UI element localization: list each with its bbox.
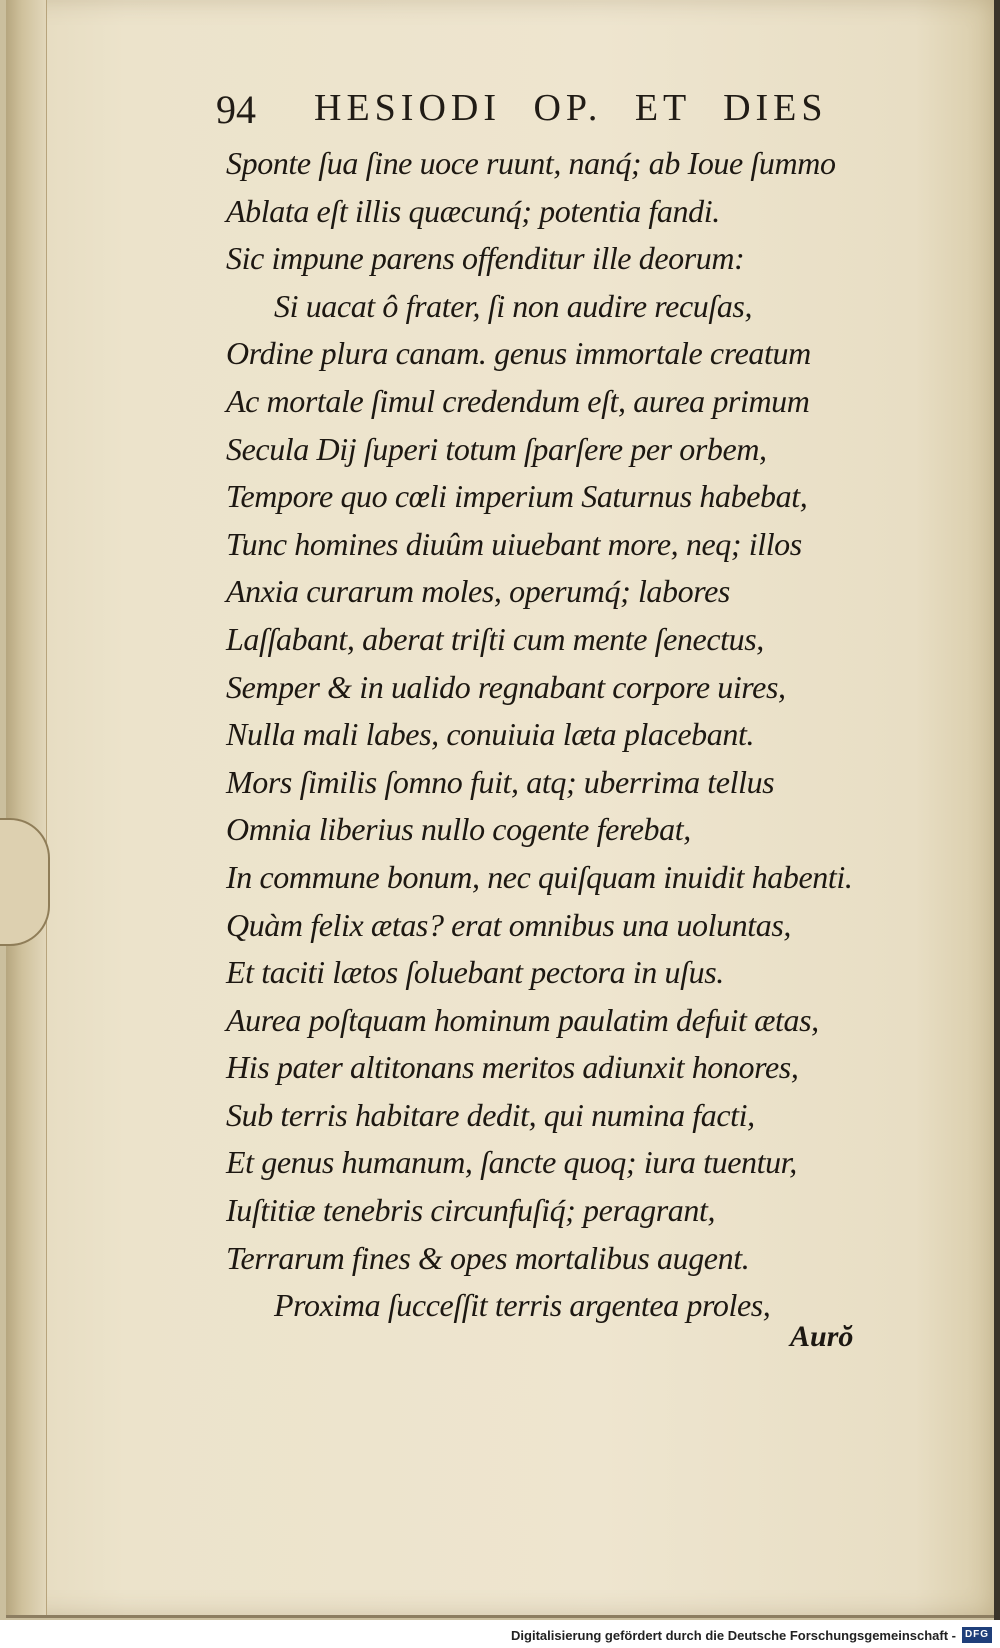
catchword: Aurŏ [790, 1320, 854, 1353]
verse-line: Nulla mali labes, conuiuia læta placebant. [226, 716, 755, 753]
verse-line: Tempore quo cœli imperium Saturnus habebat, [226, 478, 808, 515]
verse-line: Et genus humanum, ſancte quoq; iura tuentur, [226, 1144, 797, 1181]
footer-credit: Digitalisierung gefördert durch die Deutsche Forschungsgemeinschaft - [511, 1628, 956, 1643]
verse-line: Quàm felix ætas? erat omnibus una uoluntas, [226, 906, 792, 943]
verse-line: Ac mortale ſimul credendum eſt, aurea primum [226, 382, 810, 419]
verse-line: Proxima ſucceſſit terris argentea proles, [274, 1287, 771, 1324]
verse-line: Ordine plura canam. genus immortale creatum [226, 335, 811, 372]
verse-text [226, 140, 866, 1330]
verse-line: Aurea poſtquam hominum paulatim defuit ætas, [226, 1001, 819, 1038]
verse-line: Si uacat ô frater, ſi non audire recuſas, [274, 287, 753, 324]
verse-line: Mors ſimilis ſomno fuit, atq; uberrima tellus [226, 763, 775, 800]
verse-line: Omnia liberius nullo cogente ferebat, [226, 811, 691, 848]
scan-edge [994, 0, 1000, 1620]
verse-line: Sponte ſua ſine uoce ruunt, nanq́; ab Ioue ſummo [226, 145, 836, 181]
verse-line: Et taciti lætos ſoluebant pectora in uſus. [226, 954, 724, 991]
facing-page-bleed-through [880, 80, 992, 1320]
verse-line: Terrarum fines & opes mortalibus augent. [226, 1239, 750, 1276]
verse-line: Sub terris habitare dedit, qui numina facti, [226, 1096, 755, 1133]
dfg-logo: DFG [962, 1627, 992, 1643]
verse-line: Laſſabant, aberat triſti cum mente ſenectus, [226, 620, 764, 657]
verse-line: Anxia curarum moles, operumq́; labores [226, 573, 730, 610]
page-clip [0, 818, 50, 946]
verse-line: His pater altitonans meritos adiunxit honores, [226, 1049, 799, 1086]
page-number: 94 [216, 87, 256, 132]
verse-line: Iuſtitiæ tenebris circunfuſiq́; peragrant, [226, 1192, 716, 1229]
page-gutter [6, 0, 47, 1615]
verse-line: In commune bonum, nec quiſquam inuidit habenti. [226, 858, 853, 895]
verse-line: Semper & in ualido regnabant corpore uires, [226, 668, 786, 705]
running-title: HESIODI OP. ET DIES [314, 87, 828, 129]
verse-line: Tunc homines diuûm uiuebant more, neq; illos [226, 525, 802, 562]
running-head [216, 82, 856, 138]
verse-line: Sic impune parens offenditur ille deorum: [226, 240, 745, 277]
verse-line: Ablata eſt illis quæcunq́; potentia fandi. [226, 192, 720, 229]
verse-line: Secula Dij ſuperi totum ſparſere per orbem, [226, 430, 767, 467]
